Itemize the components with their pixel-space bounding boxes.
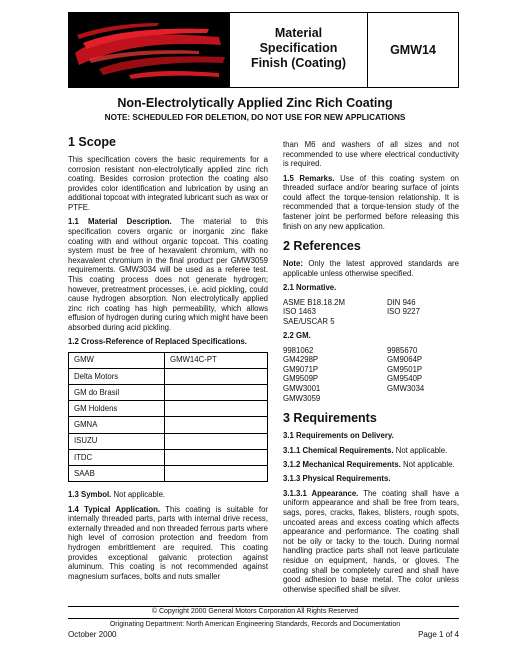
header-box [68, 12, 459, 88]
paragraph [283, 259, 459, 278]
subsection-heading: 3.1 Requirements on Delivery. [283, 431, 394, 441]
paragraph-text: Not applicable. [403, 460, 455, 470]
table-row [69, 385, 268, 401]
cross-reference-table [68, 352, 268, 483]
page-number: Page 1 of 4 [418, 630, 459, 639]
paragraph-text: Not applicable. [113, 490, 166, 500]
normative-reference-list [283, 298, 459, 327]
logo-graphic [69, 13, 229, 87]
subsection-heading: 3.1.3 Physical Requirements. [283, 474, 391, 484]
table-cell [165, 385, 268, 401]
reference-item: DIN 946 [387, 297, 416, 307]
table-cell: GMNA [69, 417, 165, 433]
reference-item: GM9540P [387, 374, 423, 384]
subsection-label: 1.1 Material Description. [68, 217, 172, 227]
table-cell [165, 368, 268, 384]
reference-item: GM9509P [283, 374, 319, 384]
footer-rule [68, 618, 459, 619]
table-cell: ITDC [69, 449, 165, 465]
reference-item: GM9071P [283, 364, 319, 374]
table-cell: GMW [69, 352, 165, 368]
title-line: Material [274, 26, 323, 40]
footer-date: October 2000 [68, 630, 117, 639]
reference-item: GMW3034 [387, 384, 425, 394]
table-row [69, 352, 268, 368]
reference-item: SAE/USCAR 5 [283, 316, 335, 326]
paragraph [283, 174, 459, 232]
spec-code: GMW14 [390, 43, 436, 57]
paragraph-text: Not applicable. [395, 445, 448, 455]
paragraph [68, 490, 268, 500]
paragraph [283, 446, 459, 456]
subsection-label: 1.5 Remarks. [283, 173, 335, 183]
table-cell [165, 433, 268, 449]
section-heading: 3 Requirements [283, 411, 377, 426]
table-cell: GM do Brasil [69, 385, 165, 401]
reference-item: ISO 1463 [283, 307, 316, 317]
table-cell [165, 401, 268, 417]
paragraph: This specification covers the basic requirements for a corrosion resistant non-electrolytically applied zinc rich coating. Besides corrosion protection the coating also provides color identification and lubrication by using an additional topcoat with integrated lubricant such as wax or PTFE. [68, 155, 268, 212]
reference-item: ASME B18.18.2M [283, 297, 345, 307]
paragraph-text: The material to this specification covers organic or inorganic zinc flake coating with and without organic topcoat. This coating system must be free of hexavalent chromium, with no hexavalent chromium in the final product per GMW3059 requirements. GMW3034 will be used as a referee test. This coating process does not generate hydrogen; however, pretreatment processes, i.e. acid pickling, could cause hydrogen absorption. Non electrolytically applied zinc rich coating has high permeability, which allows effusion of hydrogen during curing which might have been absorbed during acid pickling. [68, 217, 268, 332]
table-cell [165, 449, 268, 465]
subsection-label: 3.1.2 Mechanical Requirements. [283, 460, 401, 470]
reference-item: 9985670 [387, 345, 418, 355]
reference-item [387, 317, 477, 327]
left-column [68, 135, 268, 586]
gm-reference-list [283, 346, 459, 404]
footer-rule [68, 606, 459, 607]
table-row [69, 449, 268, 465]
table-cell: ISUZU [69, 433, 165, 449]
reference-item: GM4298P [283, 355, 319, 365]
table-cell: SAAB [69, 465, 165, 481]
paragraph-text: Use of this coating system on threaded surface and/or bearing surface of joints could affect the torque-tension relationship. It is recommended that a torque-tension study of the fastener joint be performed before releasing this finish on any new application. [283, 173, 459, 231]
subsection-label: 3.1.1 Chemical Requirements. [283, 445, 394, 455]
paragraph-text: The coating shall have a uniform appearance and shall be free from tears, sags, pores, cracks, flakes, blisters, rough spots, uncoated areas and excess coating which affects appearance and performance. The coating shall not be oily or tacky to the touch. During normal handling practice parts shall not leave particulate residue on equipment, hands, or gloves. The coating shall be completely cured and shall have good adhesion to base metal. The color unless otherwise specified shall be silver. [283, 488, 459, 594]
table-cell: GMW14C-PT [165, 352, 268, 368]
red-brush-logo-icon [69, 13, 229, 87]
reference-item: 9981062 [283, 345, 314, 355]
title-line: Finish (Coating) [250, 56, 347, 70]
section-heading: 1 Scope [68, 135, 116, 149]
subsection-heading: 2.2 GM. [283, 331, 311, 341]
paragraph-text: Only the latest approved standards are applicable unless otherwise specified. [283, 259, 459, 278]
reference-item: GM9501P [387, 364, 423, 374]
table-cell: GM Holdens [69, 401, 165, 417]
table-row [69, 433, 268, 449]
table-row [69, 368, 268, 384]
subsection-label: 1.4 Typical Application. [68, 504, 161, 514]
paragraph [283, 460, 459, 470]
paragraph [68, 217, 268, 332]
right-column [283, 140, 459, 599]
paragraph [68, 505, 268, 582]
note-label: Note: [283, 259, 303, 269]
section-heading: 2 References [283, 239, 361, 254]
table-cell [165, 417, 268, 433]
originating-department: Originating Department: North American Engineering Standards, Records and Documentation [109, 621, 401, 628]
paragraph: than M6 and washers of all sizes and not recommended to use where electrical conductivity is required. [283, 140, 459, 169]
table-row [69, 417, 268, 433]
paragraph-text: This coating is suitable for internally threaded parts, parts with internal drive recess, externally threaded and non threaded ferrous parts where high level of corrosion protection and freedom from hydrogen embrittlement are required. This coating provides exceptional galvanic protection against aluminum. This coating is not recommended against magnesium surfaces, bolts and nuts smaller [68, 504, 269, 581]
table-row [69, 401, 268, 417]
subsection-label: 1.3 Symbol. [68, 490, 112, 500]
table-cell [165, 465, 268, 481]
reference-item: GM9064P [387, 355, 423, 365]
document-title: Non-Electrolytically Applied Zinc Rich Coating [117, 96, 393, 110]
reference-item [387, 394, 477, 404]
title-line: Specification [259, 41, 338, 55]
reference-item: ISO 9227 [387, 307, 420, 317]
reference-item: GMW3059 [283, 393, 321, 403]
subsection-heading: 1.2 Cross-Reference of Replaced Specifications. [68, 337, 247, 347]
table-cell: Delta Motors [69, 368, 165, 384]
reference-item: GMW3001 [283, 384, 321, 394]
paragraph [283, 489, 459, 595]
deletion-note: NOTE: SCHEDULED FOR DELETION, DO NOT USE FOR NEW APPLICATIONS [104, 113, 406, 122]
copyright-line: © Copyright 2000 General Motors Corporation All Rights Reserved [151, 608, 359, 615]
subsection-label: 3.1.3.1 Appearance. [283, 488, 359, 498]
table-row [69, 465, 268, 481]
subsection-heading: 2.1 Normative. [283, 283, 337, 293]
spec-category-title [230, 26, 367, 71]
